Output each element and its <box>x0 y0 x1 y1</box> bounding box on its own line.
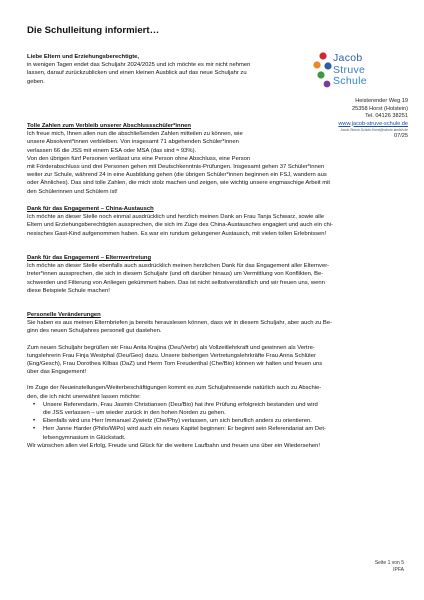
section-line: Ich möchte an dieser Stelle ebenfalls auch ausdrücklich meinen herzlichen Dank für das Engagement aller Elternver- <box>27 263 330 270</box>
letter-date: 07/25 <box>394 133 408 139</box>
section-line: den Schülerinnen und Schülern ist! <box>27 188 118 195</box>
page-title: Die Schulleitung informiert… <box>27 25 160 36</box>
farewell-list <box>27 401 332 442</box>
list-item <box>27 401 332 417</box>
list-item <box>27 417 332 425</box>
section-heading: Personelle Veränderungen <box>27 312 101 318</box>
address-street: Heisterender Weg 19 <box>355 98 408 104</box>
section-heading: Dank für das Engagement – China-Austausch <box>27 206 154 212</box>
intro-section <box>27 53 250 86</box>
section-line: Zum neuen Schuljahr begrüßen wir Frau Anita Krajina (Deu/Verbr) als Vollzeitlehrkraft und gewinnen als Vertre- <box>27 344 315 351</box>
section-line: oder Ähnliches). Das sind tolle Zahlen, die mich stolz machen und zeigen, wie wichtig unsere engmaschige Arbeit mit <box>27 180 331 187</box>
list-item <box>27 425 332 441</box>
section-line: Von den übrigen fünf Personen verlässt uns eine Person ohne Abschluss, eine Person <box>27 155 251 162</box>
china-exchange-section <box>27 205 333 238</box>
school-logo-icon <box>312 51 334 91</box>
section-line: tungslehrerin Frau Finja Westphal (Deu/Geo) dazu. Unsere bisherigen Vertretungslehrkräfte Frau Anna Schlüter <box>27 352 316 359</box>
address-city: 25358 Horst (Holstein) <box>352 105 408 112</box>
section-line: unsere Absolvent*innen verbleiben. Von insgesamt 71 abgehenden Schüler*innen <box>27 139 239 146</box>
section-heading: Tolle Zahlen zum Verbleib unserer Abschlussschüler*innen <box>27 123 191 129</box>
section-line: treter*innen aussprechen, die sich in diesem Schuljahr (und oft darüber hinaus) um Vermittlung von Konflikten, Be- <box>27 271 324 278</box>
section-line: weiter zur Schule, während 24 in eine Ausbildung gehen (die übrigen Schüler*innen beginnen ein FSJ, wandern aus <box>27 172 327 179</box>
list-item-line: • Herr Janne Harder (Philo/WiPo) wird auch ein neues Kapitel beginnen: Er beginnt sein Referendariat am Det- <box>43 426 326 433</box>
page-number: Seite 1 von 5 <box>374 560 404 566</box>
graduates-section <box>27 122 330 196</box>
section-line: ginn des neuen Schuljahres personell gut dastehen. <box>27 328 162 335</box>
section-line: Ich möchte an dieser Stelle noch einmal ausdrücklich und herzlich meinen Dank an Frau Tanja Schwarz, sowie alle <box>27 214 325 221</box>
intro-line: geben. <box>27 78 45 85</box>
section-line: schwerden und Filterung von Anliegen gekümmert haben. Das ist nicht selbstverständlich und wir freuen uns, wenn <box>27 279 325 286</box>
staff-changes-section <box>27 311 332 450</box>
section-line: Ich freue mich, Ihnen allen nun die abschließenden Zahlen mitteilen zu können, wie <box>27 131 243 138</box>
section-line: verlassen 66 die JSS mit einem ESA oder MSA (das sind ≈ 93%). <box>27 147 197 154</box>
section-heading: Dank für das Engagement – Elternvertretung <box>27 255 152 261</box>
intro-line: lassen, darauf zurückzublicken und einen kleinen Ausblick auf das neue Schuljahr zu <box>27 70 247 77</box>
website-link[interactable]: www.jacob-struve-schule.de <box>338 120 408 127</box>
parent-representatives-section <box>27 254 329 295</box>
section-line: Im Zuge der Neueinstellungen/Weiterbeschäftigungen kommt es zum Schuljahresende natürlich auch zu Abschie- <box>27 385 322 392</box>
section-line: (Eng/Gesch), Frau Dorothea Kilbas (DaZ) und Herrn Tom Freudenthal (Che/Bio) können wir halten und freuen uns <box>27 361 323 368</box>
logo-line-2: Struve <box>333 63 366 76</box>
school-logo <box>300 51 408 98</box>
section-line: mit Förderabschluss und drei Personen gehen mit Deutschkenntnis-Prüfungen. Insgesamt gehen 37 Schüler*innen <box>27 164 325 171</box>
section-line: Eltern und Erziehungsberechtigten aussprechen, die sich im Zuge des China-Austausches engagiert und auch ein chi- <box>27 222 334 229</box>
section-line: Sie haben es aus meinen Elternbriefen ja bereits herauslesen können, dass wir in diesem Schuljahr, aber auch zu Be- <box>27 320 333 327</box>
section-line: nesisches Gast-Kind aufgenommen haben. Es war ein rundum gelungener Austausch, mit vielen tollen Erlebnissen! <box>27 230 327 237</box>
intro-line: in wenigen Tagen endet das Schuljahr 2024/2025 und ich möchte es mir nicht nehmen <box>27 62 251 69</box>
list-item-line: • Unsere Referendarin, Frau Jasmin Christiansen (Deu/Bio) hat ihre Prüfung erfolgreich bestanden und wird <box>43 401 318 408</box>
author-initials: IPFA <box>393 567 404 573</box>
section-line: den, die ich nicht unerwähnt lassen möchte: <box>27 393 141 400</box>
salutation: Liebe Eltern und Erziehungsberechtigte, <box>27 54 140 60</box>
section-line: über das Engagement! <box>27 369 87 376</box>
logo-wordmark <box>333 53 367 88</box>
list-item-line: • Ebenfalls wird uns Herr Immanuel Zywietz (Che/Phy) verlassen, um sich beruflich anders zu orientieren. <box>43 418 312 425</box>
list-item-line: lefsengymnasium in Glückstadt. <box>43 434 126 441</box>
section-line: diese Beispiele Schule machen! <box>27 287 110 294</box>
logo-line-3: Schule <box>333 75 367 87</box>
list-item-line: die JSS verlassen – um wieder zurück in den hohen Norden zu gehen. <box>43 410 226 417</box>
page-footer <box>375 560 404 574</box>
closing-line: Wir wünschen allen viel Erfolg, Freude und Glück für die weitere Laufbahn und freuen uns über ein Wiedersehen! <box>27 442 321 449</box>
logo-line-1: Jacob <box>333 52 363 64</box>
phone-number: Tel. 04126 38251 <box>365 113 408 119</box>
email-address: Jacob-Struve-Schule-Horst@schule.landsh.de <box>340 128 408 132</box>
